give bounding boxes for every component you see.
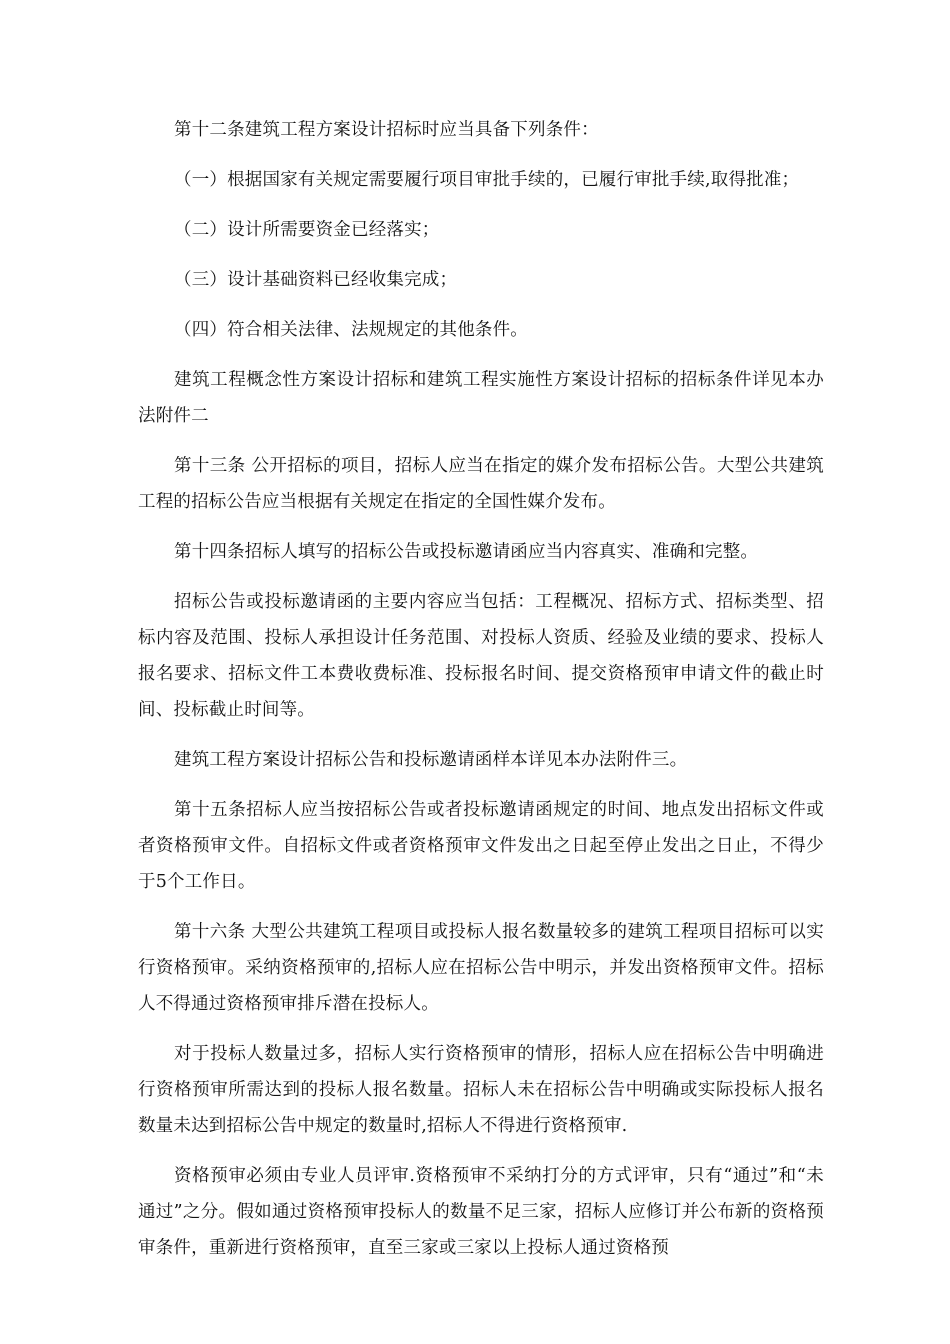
- paragraph-condition-2: （二）设计所需要资金已经落实；: [174, 220, 440, 240]
- paragraph-article-14: 第十四条招标人填写的招标公告或投标邀请函应当内容真实、准确和完整。: [174, 542, 759, 562]
- paragraph-article-12: 第十二条建筑工程方案设计招标时应当具备下列条件：: [174, 120, 599, 140]
- paragraph-prequalification-review: 资格预审必须由专业人员评审.资格预审不采纳打分的方式评审，只有“通过”和“未通过”之分。假如通过资格预审投标人的数量不足三家，招标人应修订并公布新的资格预审条件，重新进行资格预审，直至三家或三家以上投标人通过资格预: [138, 1166, 824, 1258]
- document-body: [138, 112, 824, 1266]
- paragraph-notice-contents: 招标公告或投标邀请函的主要内容应当包括：工程概况、招标方式、招标类型、招标内容及范围、投标人承担设计任务范围、对投标人资质、经验及业绩的要求、投标人报名要求、招标文件工本费收费标准、投标报名时间、提交资格预审申请文件的截止时间、投标截止时间等。: [138, 592, 824, 720]
- paragraph-condition-4: （四）符合相关法律、法规规定的其他条件。: [174, 320, 528, 340]
- paragraph-condition-3: （三）设计基础资料已经收集完成；: [174, 270, 458, 290]
- paragraph-article-13: 第十三条 公开招标的项目，招标人应当在指定的媒介发布招标公告。大型公共建筑工程的招标公告应当根据有关规定在指定的全国性媒介发布。: [138, 456, 824, 512]
- paragraph-condition-1: （一）根据国家有关规定需要履行项目审批手续的，已履行审批手续,取得批准；: [174, 170, 800, 190]
- paragraph-notice-sample: 建筑工程方案设计招标公告和投标邀请函样本详见本办法附件三。: [174, 750, 688, 770]
- paragraph-article-16: 第十六条 大型公共建筑工程项目或投标人报名数量较多的建筑工程项目招标可以实行资格预审。采纳资格预审的,招标人应在招标公告中明示，并发出资格预审文件。招标人不得通过资格预审排斥潜在投标人。: [138, 922, 824, 1014]
- paragraph-prequalification-quantity: 对于投标人数量过多，招标人实行资格预审的情形，招标人应在招标公告中明确进行资格预审所需达到的投标人报名数量。招标人未在招标公告中明确或实际投标人报名数量未达到招标公告中规定的数量时,招标人不得进行资格预审.: [138, 1044, 824, 1136]
- paragraph-conditions-detail: 建筑工程概念性方案设计招标和建筑工程实施性方案设计招标的招标条件详见本办法附件二: [138, 370, 824, 426]
- paragraph-article-15: 第十五条招标人应当按招标公告或者投标邀请函规定的时间、地点发出招标文件或者资格预审文件。自招标文件或者资格预审文件发出之日起至停止发出之日止，不得少于5个工作日。: [138, 800, 824, 892]
